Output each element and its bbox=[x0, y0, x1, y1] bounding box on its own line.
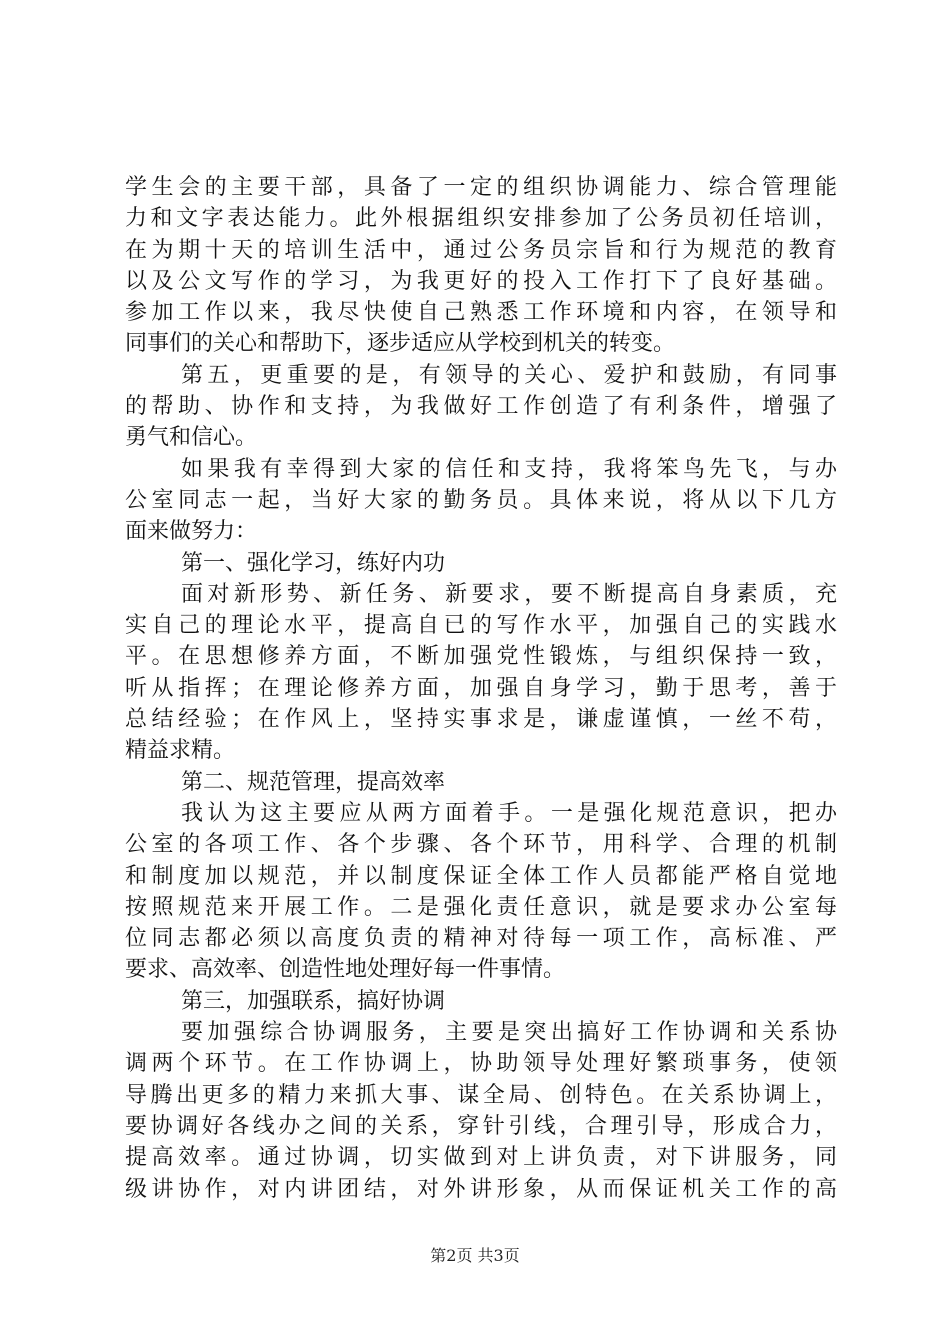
text-line: 要协调好各线办之间的关系，穿针引线，合理引导，形成合力， bbox=[125, 1113, 837, 1139]
text-line: 面来做努力： bbox=[125, 519, 258, 545]
text-line: 要加强综合协调服务，主要是突出搞好工作协调和关系协 bbox=[181, 1020, 837, 1046]
text-line: 实自己的理论水平，提高自已的写作水平，加强自己的实践水 bbox=[125, 613, 837, 639]
text-line: 按照规范来开展工作。二是强化责任意识，就是要求办公室每 bbox=[125, 894, 837, 920]
text-line: 调两个环节。在工作协调上，协助领导处理好繁琐事务，使领 bbox=[125, 1051, 837, 1077]
text-line: 公室同志一起，当好大家的勤务员。具体来说，将从以下几方 bbox=[125, 487, 837, 513]
text-line: 第二、规范管理，提高效率 bbox=[181, 769, 446, 795]
text-line: 面对新形势、新任务、新要求，要不断提高自身素质，充 bbox=[181, 581, 837, 607]
text-line: 级讲协作，对内讲团结，对外讲形象，从而保证机关工作的高 bbox=[125, 1176, 837, 1202]
text-line: 参加工作以来，我尽快使自己熟悉工作环境和内容，在领导和 bbox=[125, 300, 837, 326]
text-line: 我认为这主要应从两方面着手。一是强化规范意识，把办 bbox=[181, 800, 837, 826]
text-line: 平。在思想修养方面，不断加强党性锻炼，与组织保持一致， bbox=[125, 644, 837, 670]
text-line: 公室的各项工作、各个步骤、各个环节，用科学、合理的机制 bbox=[125, 832, 837, 858]
page-footer: 第2页 共3页 bbox=[430, 1246, 520, 1265]
text-line: 同事们的关心和帮助下，逐步适应从学校到机关的转变。 bbox=[125, 331, 676, 357]
text-line: 第一、强化学习，练好内功 bbox=[181, 550, 446, 576]
text-line: 提高效率。通过协调，切实做到对上讲负责，对下讲服务，同 bbox=[125, 1145, 837, 1171]
text-line: 要求、高效率、创造性地处理好每一件事情。 bbox=[125, 957, 566, 983]
text-line: 位同志都必须以高度负责的精神对待每一项工作，高标准、严 bbox=[125, 926, 837, 952]
document-body bbox=[125, 172, 837, 1205]
text-line: 勇气和信心。 bbox=[125, 425, 258, 451]
text-line: 学生会的主要干部，具备了一定的组织协调能力、综合管理能 bbox=[125, 175, 837, 200]
text-line: 在为期十天的培训生活中，通过公务员宗旨和行为规范的教育 bbox=[125, 237, 837, 263]
text-line: 以及公文写作的学习，为我更好的投入工作打下了良好基础。 bbox=[125, 268, 837, 294]
text-line: 力和文字表达能力。此外根据组织安排参加了公务员初任培训， bbox=[125, 206, 837, 232]
text-line: 第三，加强联系，搞好协调 bbox=[181, 988, 446, 1014]
text-line: 和制度加以规范，并以制度保证全体工作人员都能严格自觉地 bbox=[125, 863, 837, 889]
text-line: 导腾出更多的精力来抓大事、谋全局、创特色。在关系协调上， bbox=[125, 1082, 837, 1108]
text-line: 精益求精。 bbox=[125, 738, 236, 764]
text-line: 的帮助、协作和支持，为我做好工作创造了有利条件，增强了 bbox=[125, 394, 837, 420]
text-line: 听从指挥；在理论修养方面，加强自身学习，勤于思考，善于 bbox=[125, 675, 837, 701]
text-line: 如果我有幸得到大家的信任和支持，我将笨鸟先飞，与办 bbox=[181, 456, 837, 482]
text-line: 第五，更重要的是，有领导的关心、爱护和鼓励，有同事 bbox=[181, 362, 837, 388]
text-line: 总结经验；在作风上，坚持实事求是，谦虚谨慎，一丝不苟， bbox=[125, 707, 837, 733]
